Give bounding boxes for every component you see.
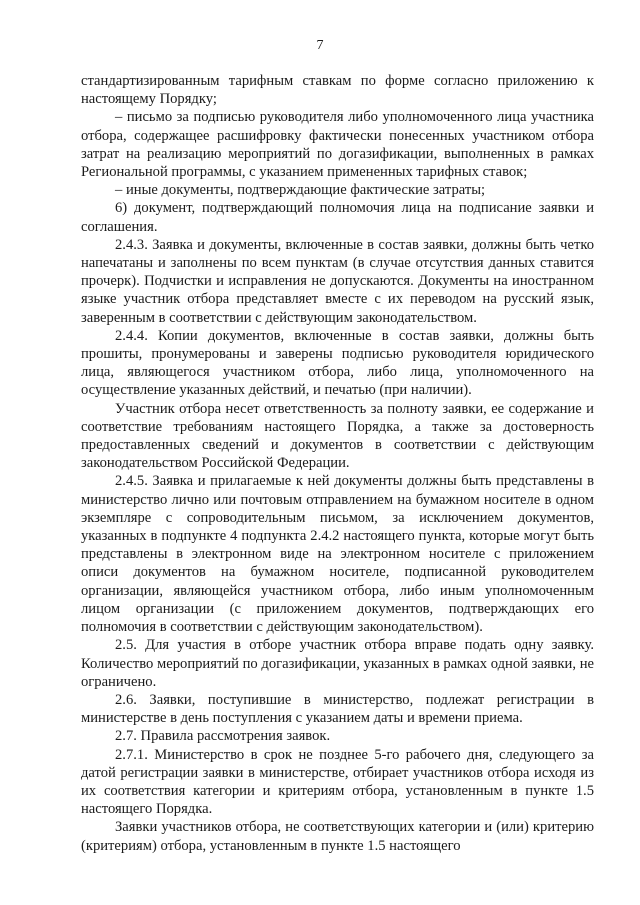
page-number: 7 <box>316 38 324 53</box>
paragraph: 2.4.5. Заявка и прилагаемые к ней документы должны быть представлены в министерство лично или почтовым отправлением на бумажном носителе в одном экземпляре с сопроводительным письмом, за исключением документов, указанных в подпункте 4 подпункта 2.4.2 настоящего пункта, которые могут быть представлены в электронном виде на электронном носителе с приложением описи документов на бумажном носителе, подписанной руководителем организации, являющейся участником отбора, либо иным уполномоченным лицом организации (с приложением документов, подтверждающих его полномочия в соответствии с действующим законодательством). <box>81 473 594 636</box>
paragraph: 2.4.3. Заявка и документы, включенные в состав заявки, должны быть четко напечатаны и заполнены по всем пунктам (в случае отсутствия данных ставится прочерк). Подчистки и исправления не допускаются. Документы на иностранном языке участник отбора представляет вместе с их переводом на русский язык, заверенным в соответствии с действующим законодательством. <box>81 236 594 326</box>
paragraph: 2.4.4. Копии документов, включенные в состав заявки, должны быть прошиты, пронумерованы и заверены подписью руководителя юридического лица, являющегося участником отбора, либо лица, уполномоченного на осуществление указанных действий, и печатью (при наличии). <box>81 327 594 399</box>
paragraph: 2.7.1. Министерство в срок не позднее 5-го рабочего дня, следующего за датой регистрации заявки в министерстве, отбирает участников отбора исходя из их соответствия категории и критериям отбора, установленным в пункте 1.5 настоящего Порядка. <box>81 746 594 818</box>
paragraph: 2.6. Заявки, поступившие в министерство, подлежат регистрации в министерстве в день поступления с указанием даты и времени приема. <box>81 691 594 727</box>
paragraph: 2.5. Для участия в отборе участник отбора вправе подать одну заявку. Количество мероприятий по догазификации, указанных в рамках одной заявки, не ограничено. <box>81 637 594 690</box>
document-body <box>81 72 594 855</box>
paragraph: – письмо за подписью руководителя либо уполномоченного лица участника отбора, содержащее расшифровку фактически понесенных участником отбора затрат на реализацию мероприятий по догазификации, выполненных в рамках Региональной программы, с указанием примененных тарифных ставок; <box>81 109 594 181</box>
paragraph: 6) документ, подтверждающий полномочия лица на подписание заявки и соглашения. <box>81 200 594 235</box>
paragraph: Участник отбора несет ответственность за полноту заявки, ее содержание и соответствие требованиям настоящего Порядка, а также за достоверность предоставленных сведений и документов в соответствии с действующим законодательством Российской Федерации. <box>81 400 594 472</box>
paragraph: 2.7. Правила рассмотрения заявок. <box>115 728 331 745</box>
paragraph: Заявки участников отбора, не соответствующих категории и (или) критерию (критериям) отбора, установленным в пункте 1.5 настоящего <box>81 819 594 854</box>
paragraph: – иные документы, подтверждающие фактические затраты; <box>115 182 486 199</box>
paragraph: стандартизированным тарифным ставкам по форме согласно приложению к настоящему Порядку; <box>81 73 594 108</box>
